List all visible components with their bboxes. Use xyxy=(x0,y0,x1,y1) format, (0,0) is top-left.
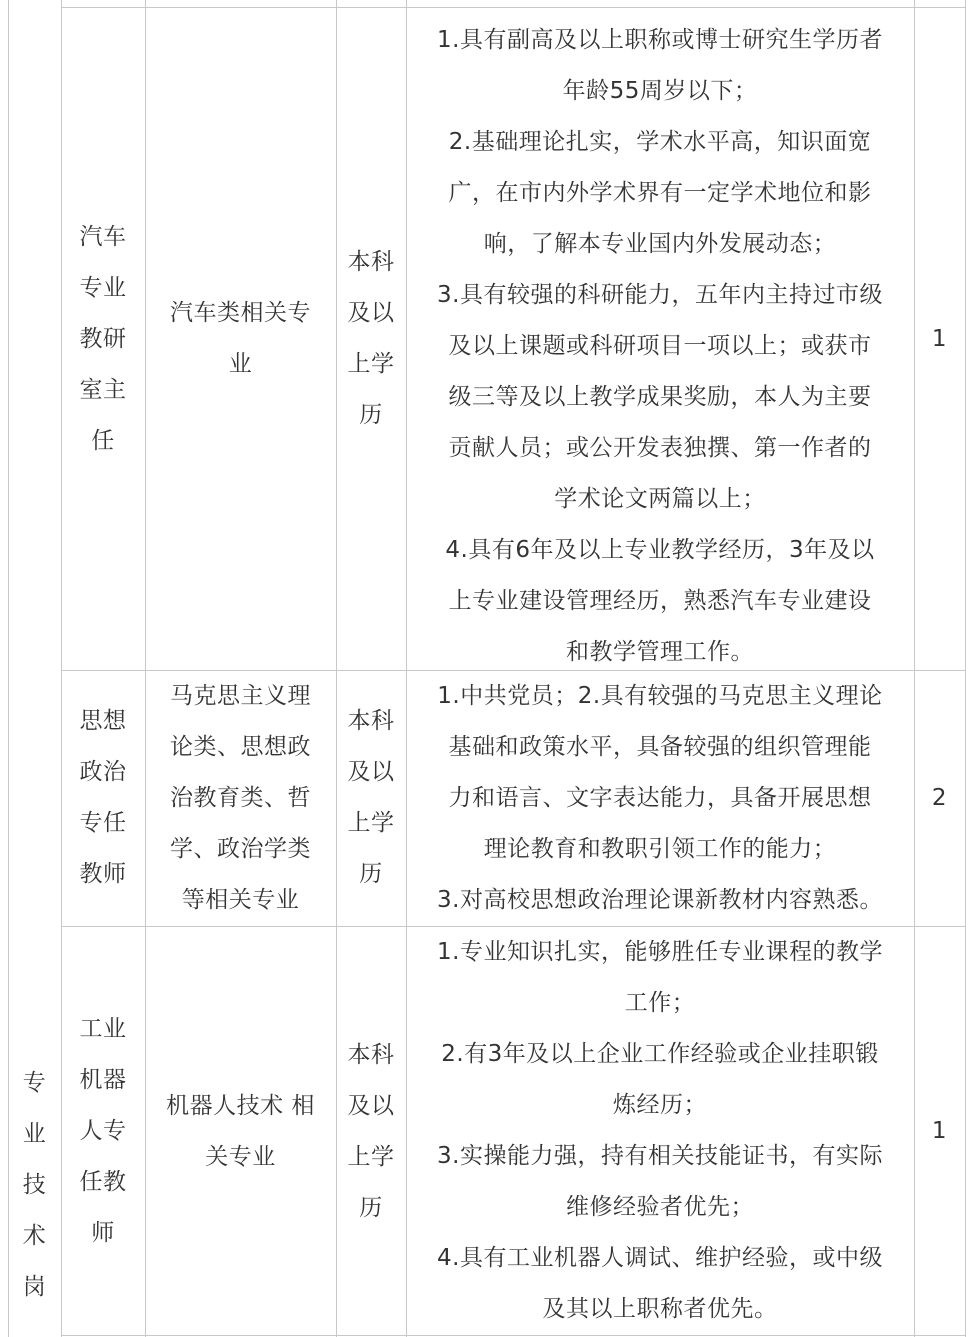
major-cell xyxy=(145,926,336,1337)
text-line: 及其以上职称者优先。 xyxy=(542,1296,778,1322)
text-line: 业 xyxy=(228,351,253,377)
headcount: 1 xyxy=(931,325,948,352)
major-text xyxy=(166,1081,315,1183)
text-line: 力和语言、文字表达能力，具备开展思想 xyxy=(448,785,872,811)
text-line: 及以 xyxy=(347,1092,395,1119)
text-line: 汽车类相关专 xyxy=(170,300,311,326)
count-cell xyxy=(914,670,965,926)
table-border xyxy=(61,1335,965,1336)
education-cell xyxy=(336,8,406,670)
text-line: 等相关专业 xyxy=(181,886,300,913)
table-border xyxy=(145,0,146,1337)
text-line: 1.中共党员；2.具有较强的马克思主义理论 xyxy=(437,683,883,709)
text-line: 教师 xyxy=(79,861,127,887)
requirements-text xyxy=(437,927,883,1335)
text-line: 任 xyxy=(91,427,115,454)
text-line: 基础和政策水平，具备较强的组织管理能 xyxy=(448,734,872,760)
table-border xyxy=(8,0,9,1337)
text-line: 室主 xyxy=(79,376,127,403)
text-line: 年龄55周岁以下； xyxy=(562,78,758,104)
text-line: 机器人技术 相 xyxy=(166,1092,315,1119)
major-cell xyxy=(145,670,336,926)
text-line: 思想 xyxy=(79,708,127,734)
text-line: 专业 xyxy=(79,274,127,301)
text-line: 工业 xyxy=(79,1016,127,1042)
text-line: 及以 xyxy=(347,300,395,326)
headcount: 1 xyxy=(931,1118,948,1144)
text-line: 2.有3年及以上企业工作经验或企业挂职锻 xyxy=(441,1041,879,1067)
text-line: 理论教育和教职引领工作的能力； xyxy=(483,836,837,862)
text-line: 专任 xyxy=(79,810,127,836)
count-cell xyxy=(914,8,965,670)
text-line: 1.具有副高及以上职称或博士研究生学历者 xyxy=(437,27,883,53)
text-line: 关专业 xyxy=(205,1143,276,1170)
text-line: 本科 xyxy=(347,249,395,275)
text-line: 上学 xyxy=(347,1143,395,1170)
table-border xyxy=(61,926,965,927)
text-line: 汽车 xyxy=(79,223,127,250)
table-border xyxy=(406,0,407,1337)
position-cell xyxy=(61,670,145,926)
text-line: 4.具有工业机器人调试、维护经验，或中级 xyxy=(437,1245,883,1271)
text-line: 人专 xyxy=(79,1118,127,1144)
text-line: 任教 xyxy=(79,1169,127,1195)
text-line: 和教学管理工作。 xyxy=(565,639,754,665)
text-line: 岗 xyxy=(22,1274,47,1300)
text-line: 治教育类、哲 xyxy=(170,784,311,811)
text-line: 教研 xyxy=(79,325,127,352)
group-label xyxy=(23,1058,47,1313)
text-line: 本科 xyxy=(347,1041,395,1068)
requirements-text xyxy=(437,671,883,926)
requirements-cell xyxy=(406,670,914,926)
text-line: 历 xyxy=(359,402,383,428)
text-line: 本科 xyxy=(347,708,395,734)
text-line: 术 xyxy=(22,1223,47,1249)
requirements-cell xyxy=(406,8,914,670)
requirements-cell xyxy=(406,926,914,1337)
text-line: 维修经验者优先； xyxy=(565,1194,754,1220)
text-line: 广，在市内外学术界有一定学术地位和影 xyxy=(448,180,872,206)
text-line: 1.专业知识扎实，能够胜任专业课程的教学 xyxy=(437,939,883,965)
table-border xyxy=(61,7,965,8)
text-line: 学、政治学类 xyxy=(170,835,311,862)
major-text xyxy=(170,671,311,926)
table-border xyxy=(336,0,337,1337)
group-cell xyxy=(8,8,61,1337)
position-name xyxy=(80,696,127,900)
text-line: 响，了解本专业国内外发展动态； xyxy=(483,231,837,257)
text-line: 历 xyxy=(359,861,383,887)
education-cell xyxy=(336,926,406,1337)
text-line: 上学 xyxy=(347,810,395,836)
major-text xyxy=(170,288,311,390)
requirements-text xyxy=(437,15,883,678)
text-line: 级三等及以上教学成果奖励，本人为主要 xyxy=(448,384,872,410)
text-line: 机器 xyxy=(79,1067,127,1093)
position-name xyxy=(80,1004,127,1259)
text-line: 3.具有较强的科研能力，五年内主持过市级 xyxy=(437,282,883,308)
text-line: 技 xyxy=(22,1172,47,1198)
text-line: 论类、思想政 xyxy=(170,733,311,760)
table-border xyxy=(61,0,62,1337)
text-line: 及以上课题或科研项目一项以上；或获市 xyxy=(448,333,872,359)
count-cell xyxy=(914,926,965,1337)
text-line: 工作； xyxy=(624,990,696,1016)
text-line: 师 xyxy=(91,1220,115,1246)
table-border xyxy=(965,0,966,1337)
text-line: 学术论文两篇以上； xyxy=(554,486,766,512)
major-cell xyxy=(145,8,336,670)
education-text xyxy=(348,1030,395,1234)
text-line: 业 xyxy=(22,1121,47,1147)
table-border xyxy=(61,670,965,671)
text-line: 历 xyxy=(359,1194,383,1221)
text-line: 炼经历； xyxy=(612,1092,707,1118)
text-line: 上学 xyxy=(347,351,395,377)
text-line: 贡献人员；或公开发表独撰、第一作者的 xyxy=(448,435,872,461)
text-line: 4.具有6年及以上专业教学经历，3年及以 xyxy=(445,537,875,563)
position-cell xyxy=(61,926,145,1337)
text-line: 上专业建设管理经历，熟悉汽车专业建设 xyxy=(448,588,872,614)
table-border xyxy=(914,0,915,1337)
position-name xyxy=(80,212,127,467)
text-line: 3.对高校思想政治理论课新教材内容熟悉。 xyxy=(437,887,883,913)
text-line: 2.基础理论扎实，学术水平高，知识面宽 xyxy=(448,129,872,155)
text-line: 政治 xyxy=(79,759,127,785)
text-line: 及以 xyxy=(347,759,395,785)
position-cell xyxy=(61,8,145,670)
text-line: 马克思主义理 xyxy=(170,682,311,709)
text-line: 3.实操能力强，持有相关技能证书，有实际 xyxy=(437,1143,883,1169)
education-text xyxy=(348,237,395,441)
education-cell xyxy=(336,670,406,926)
headcount: 2 xyxy=(931,784,948,811)
text-line: 专 xyxy=(22,1070,47,1096)
education-text xyxy=(348,696,395,900)
